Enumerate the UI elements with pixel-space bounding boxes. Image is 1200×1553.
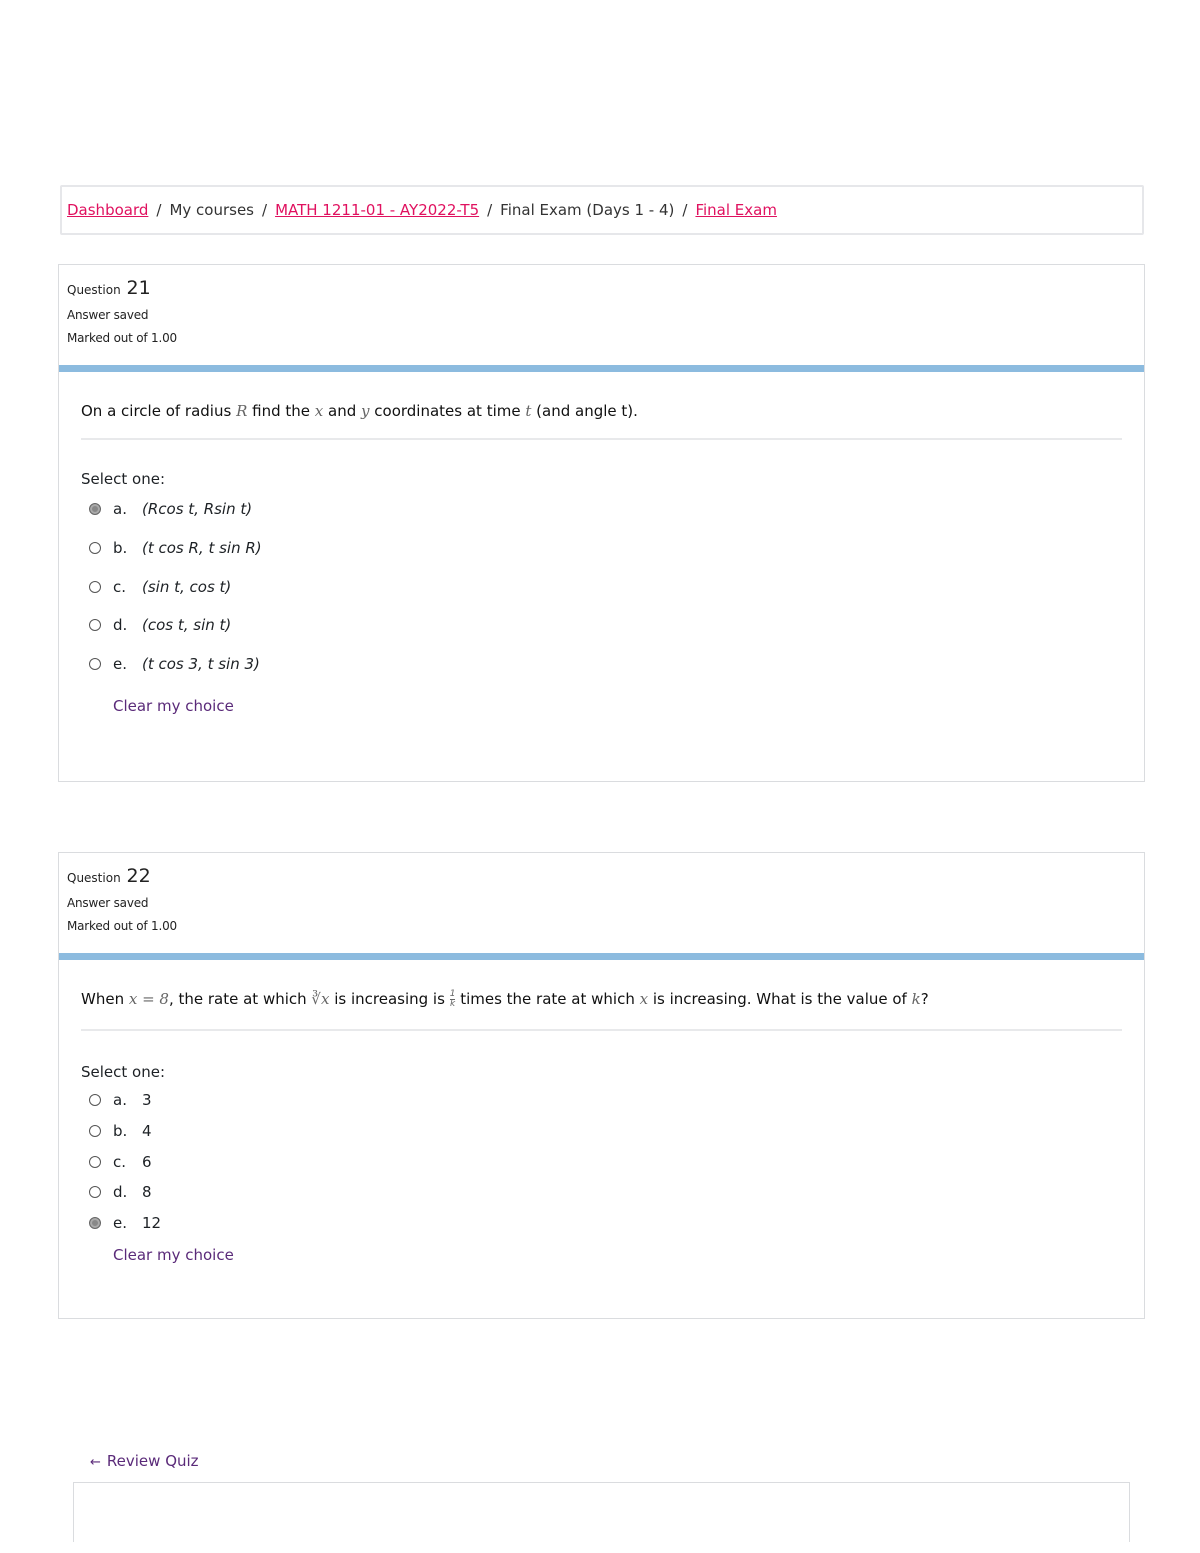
option-text: (t cos R, t sin R) — [142, 539, 262, 557]
question-status: Answer saved — [67, 896, 149, 910]
option-letter: d. — [113, 616, 128, 634]
fraction-denominator: k — [449, 999, 456, 1009]
answer-options — [59, 1091, 1144, 1232]
review-quiz-label: Review Quiz — [106, 1452, 199, 1470]
radio-icon[interactable] — [89, 542, 101, 554]
answer-option-b[interactable] — [89, 1122, 1144, 1140]
option-letter: e. — [113, 1214, 127, 1232]
math-var: x — [639, 990, 649, 1008]
fraction-numerator: 1 — [449, 989, 456, 999]
option-text: 4 — [142, 1122, 152, 1140]
option-letter: a. — [113, 500, 127, 518]
answer-option-d[interactable] — [89, 1183, 1144, 1201]
option-letter: c. — [113, 578, 127, 596]
radio-icon[interactable] — [89, 619, 101, 631]
question-accent-bar — [59, 953, 1144, 960]
option-text: (Rcos t, Rsin t) — [142, 500, 253, 518]
breadcrumb-final-exam-link[interactable]: Final Exam — [695, 201, 777, 219]
quiz-navigation-panel — [73, 1482, 1130, 1542]
radio-icon[interactable] — [89, 658, 101, 670]
radio-selected-icon[interactable] — [89, 503, 101, 515]
option-letter: a. — [113, 1091, 127, 1109]
qtext-part: (and angle t). — [531, 402, 638, 420]
select-one-prompt: Select one: — [81, 1063, 166, 1081]
qtext-part: times the rate at which — [455, 990, 640, 1008]
qtext-part: find the — [247, 402, 315, 420]
question-number-value: 21 — [126, 277, 151, 299]
math-var: k — [911, 990, 921, 1008]
qtext-part: When — [81, 990, 129, 1008]
question-status: Answer saved — [67, 308, 149, 322]
question-text — [59, 372, 1144, 420]
question-label: Question — [67, 871, 121, 885]
qtext-part: ? — [920, 990, 929, 1008]
answer-option-a[interactable] — [89, 1091, 1144, 1109]
option-text: 3 — [142, 1091, 152, 1109]
option-letter: c. — [113, 1153, 127, 1171]
answer-options — [59, 500, 1144, 673]
question-accent-bar — [59, 365, 1144, 372]
answer-option-b[interactable] — [89, 539, 1144, 557]
qtext-part: coordinates at time — [369, 402, 526, 420]
radio-selected-icon[interactable] — [89, 1217, 101, 1229]
answer-option-e[interactable] — [89, 1214, 1144, 1232]
question-marks: Marked out of 1.00 — [67, 331, 177, 345]
math-var: x — [314, 402, 324, 420]
qtext-part: On a circle of radius — [81, 402, 237, 420]
question-info — [59, 265, 1144, 365]
breadcrumb-course-link[interactable]: MATH 1211-01 - AY2022-T5 — [275, 201, 480, 219]
option-text: (cos t, sin t) — [142, 616, 232, 634]
answer-option-c[interactable] — [89, 578, 1144, 596]
breadcrumb-section: Final Exam (Days 1 - 4) — [500, 201, 675, 219]
radio-icon[interactable] — [89, 1094, 101, 1106]
question-number — [67, 277, 1136, 299]
option-text: 6 — [142, 1153, 152, 1171]
breadcrumb-separator: / — [682, 201, 688, 219]
breadcrumb-dashboard-link[interactable]: Dashboard — [67, 201, 149, 219]
answer-option-d[interactable] — [89, 616, 1144, 634]
option-text: (sin t, cos t) — [142, 578, 232, 596]
qtext-part: is increasing is — [329, 990, 450, 1008]
radio-icon[interactable] — [89, 1186, 101, 1198]
arrow-left-icon: ← — [90, 1455, 101, 1470]
question-text — [59, 960, 1144, 1009]
question-marks: Marked out of 1.00 — [67, 919, 177, 933]
math-expr: ∛x — [311, 990, 330, 1008]
math-var: t — [525, 402, 532, 420]
answer-option-e[interactable] — [89, 655, 1144, 673]
option-text: 8 — [142, 1183, 152, 1201]
question-22 — [58, 852, 1145, 1319]
radio-icon[interactable] — [89, 1156, 101, 1168]
math-var: y — [361, 402, 370, 420]
radio-icon[interactable] — [89, 1125, 101, 1137]
breadcrumb-separator: / — [156, 201, 162, 219]
math-expr: x = 8 — [128, 990, 169, 1008]
option-text: 12 — [142, 1214, 162, 1232]
qtext-part: is increasing. What is the value of — [648, 990, 912, 1008]
clear-choice-link[interactable]: Clear my choice — [113, 697, 234, 715]
question-number-value: 22 — [126, 865, 151, 887]
option-letter: b. — [113, 1122, 128, 1140]
qtext-part: , the rate at which — [168, 990, 312, 1008]
option-letter: e. — [113, 655, 127, 673]
breadcrumb-separator: / — [487, 201, 493, 219]
review-quiz-link[interactable] — [90, 1452, 199, 1470]
breadcrumb-separator: / — [262, 201, 268, 219]
radio-icon[interactable] — [89, 581, 101, 593]
option-text: (t cos 3, t sin 3) — [142, 655, 260, 673]
select-one-prompt: Select one: — [81, 470, 166, 488]
math-var: R — [236, 402, 248, 420]
answer-option-a[interactable] — [89, 500, 1144, 518]
question-21 — [58, 264, 1145, 782]
clear-choice-link[interactable]: Clear my choice — [113, 1246, 234, 1264]
option-letter: b. — [113, 539, 128, 557]
question-number — [67, 865, 1136, 887]
question-info — [59, 853, 1144, 953]
answer-option-c[interactable] — [89, 1153, 1144, 1171]
qtext-part: and — [323, 402, 362, 420]
question-label: Question — [67, 283, 121, 297]
option-letter: d. — [113, 1183, 128, 1201]
breadcrumb — [60, 185, 1144, 235]
breadcrumb-my-courses: My courses — [169, 201, 254, 219]
